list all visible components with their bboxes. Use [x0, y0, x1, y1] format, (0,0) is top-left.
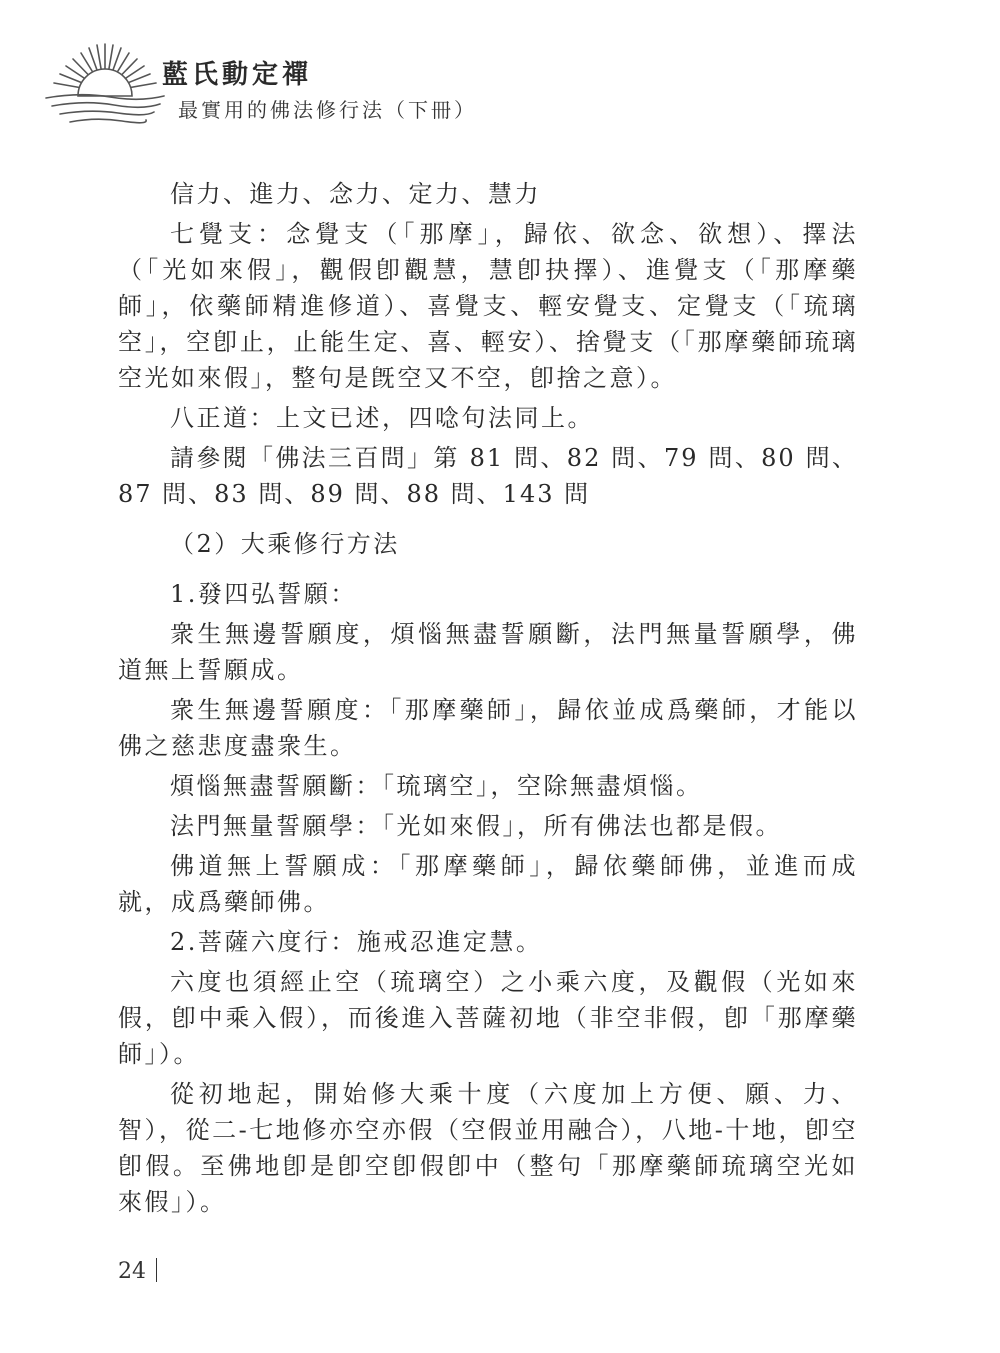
page-header: [0, 0, 1000, 140]
reference-paragraph: 請參閱「佛法三百問」第 81 問、82 問、79 問、80 問、87 問、83 問、89 問、88 問、143 問: [118, 444, 858, 508]
paragraph: 衆生無邊誓願度：「那摩藥師」，歸依並成爲藥師，才能以佛之慈悲度盡衆生。: [118, 696, 858, 760]
paragraph: 八正道：上文已述，四唸句法同上。: [170, 404, 594, 432]
book-subtitle: 最實用的佛法修行法（下冊）: [178, 98, 477, 122]
page-number: 24: [118, 1259, 146, 1284]
paragraph: 七覺支：念覺支（「那摩」，歸依、欲念、欲想）、擇法（「光如來假」，觀假卽觀慧，慧卽抉擇）、進覺支（「那摩藥師」，依藥師精進修道）、喜覺支、輕安覺支、定覺支（「琉璃空」，空卽止，止能生定、喜、輕安）、捨覺支（「那摩藥師琉璃空光如來假」，整句是旣空又不空，卽捨之意）。: [118, 220, 858, 392]
footer-divider: [156, 1258, 157, 1282]
paragraph: 信力、進力、念力、定力、慧力: [170, 180, 541, 208]
paragraph: 衆生無邊誓願度，煩惱無盡誓願斷，法門無量誓願學，佛道無上誓願成。: [118, 620, 858, 684]
sub-heading: 2.菩薩六度行：施戒忍進定慧。: [170, 928, 543, 956]
paragraph: 從初地起，開始修大乘十度（六度加上方便、願、力、智），從二-七地修亦空亦假（空假並用融合），八地-十地，卽空卽假。至佛地卽是卽空卽假卽中（整句「那摩藥師琉璃空光如來假」）。: [118, 1080, 858, 1216]
book-title: 藍氏動定禪: [162, 60, 313, 90]
rising-sun-icon: [40, 40, 170, 130]
paragraph: 佛道無上誓願成：「那摩藥師」，歸依藥師佛，並進而成就，成爲藥師佛。: [118, 852, 858, 916]
section-title: （2）大乘修行方法: [170, 530, 400, 558]
page-body: [118, 176, 858, 1220]
sub-heading: 1.發四弘誓願：: [170, 580, 357, 608]
page-footer: [118, 1258, 157, 1284]
paragraph: 法門無量誓願學：「光如來假」，所有佛法也都是假。: [170, 812, 782, 840]
paragraph: 六度也須經止空（琉璃空）之小乘六度，及觀假（光如來假，卽中乘入假），而後進入菩薩初地（非空非假，卽「那摩藥師」）。: [118, 968, 858, 1068]
paragraph: 煩惱無盡誓願斷：「琉璃空」，空除無盡煩惱。: [170, 772, 703, 800]
